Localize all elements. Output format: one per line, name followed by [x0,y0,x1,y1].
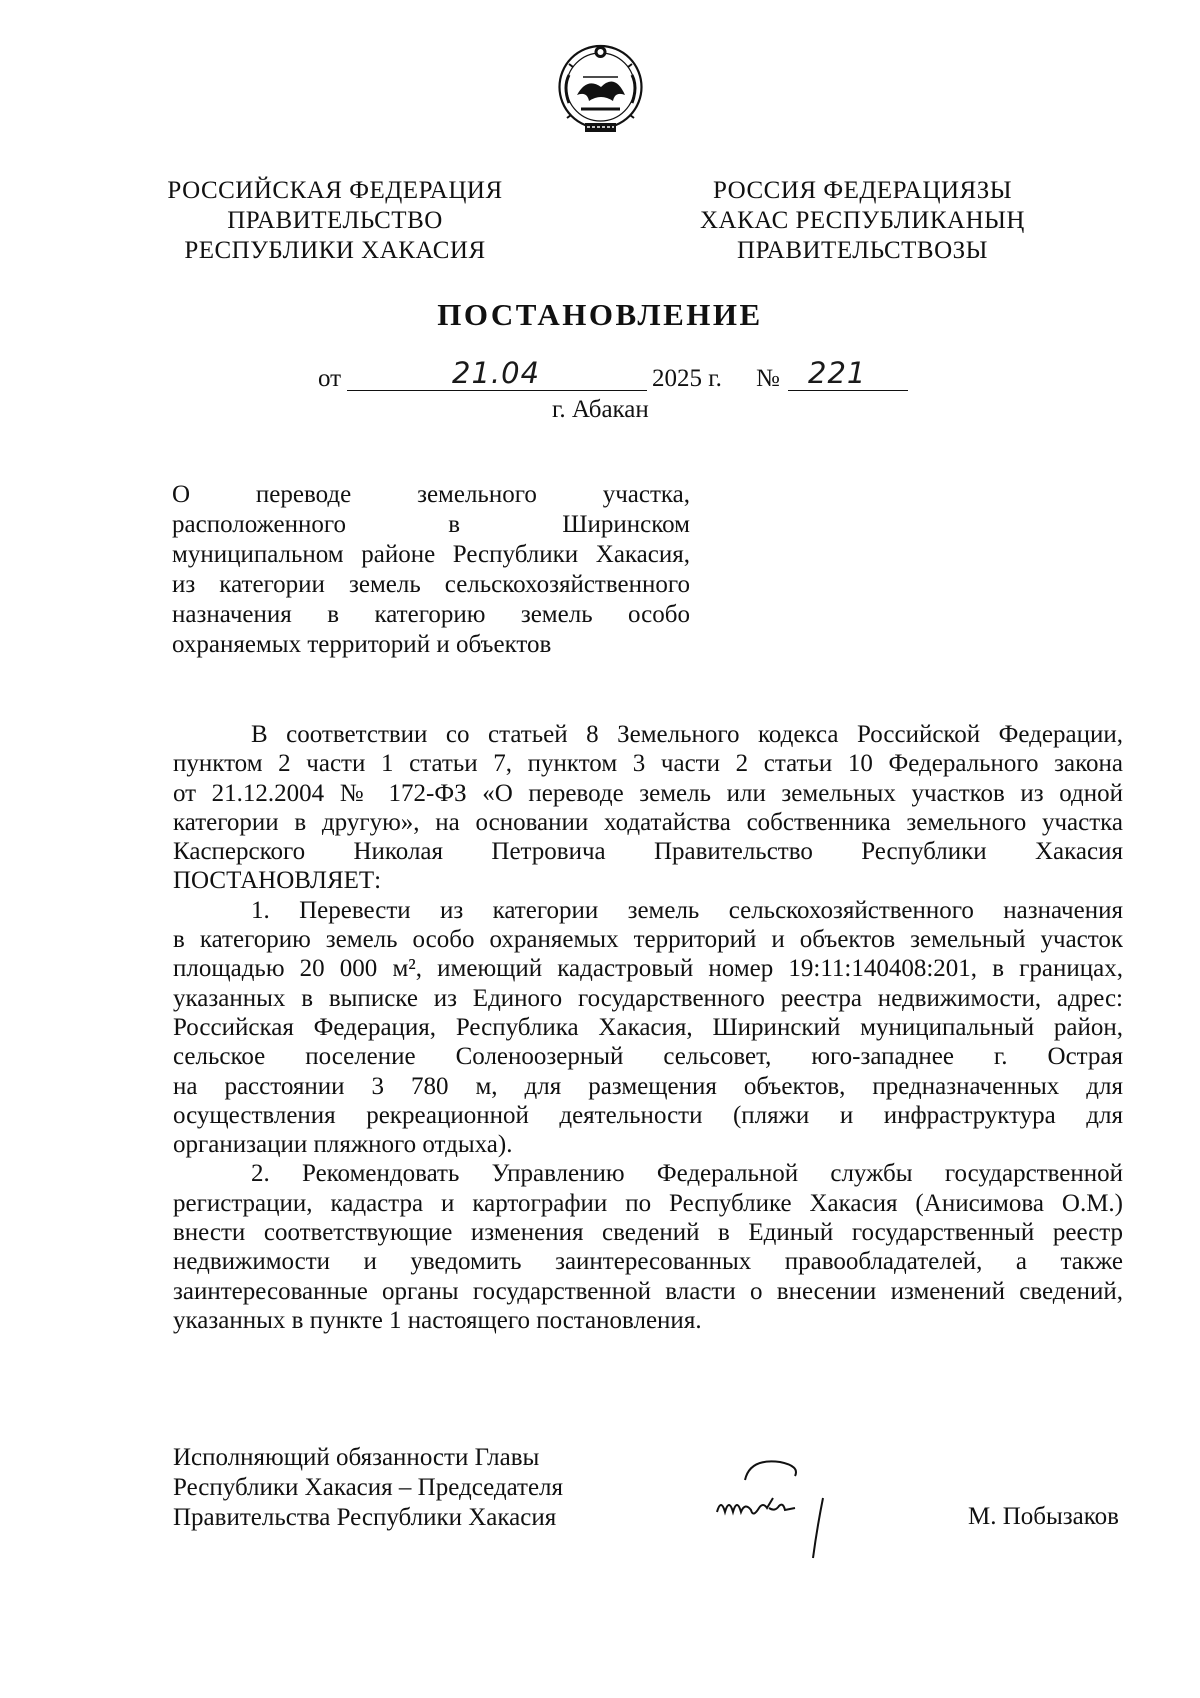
body-line: площадью 20 000 м², имеющий кадастровый номер 19:11:140408:201, в границах, [173,955,1123,983]
header-left-line: ПРАВИТЕЛЬСТВО [227,207,443,234]
body-line: ПОСТАНОВЛЯЕТ: [173,867,382,895]
signature-position-line: Исполняющий обязанности Главы [173,1444,540,1471]
header-right-line: ХАКАС РЕСПУБЛИКАНЫҢ [699,207,1025,234]
body-line: сельское поселение Соленоозерный сельсовет, юго-западнее г. Острая [173,1043,1123,1071]
body-line: на расстоянии 3 780 м, для размещения объектов, предназначенных для [173,1072,1123,1100]
signer-name: М. Побызаков [968,1503,1119,1530]
subject-line: муниципальном районе Республики Хакасия, [172,541,690,568]
coat-of-arms-emblem [555,37,646,138]
subject-line: расположенного в Ширинском [172,511,690,538]
body-line: указанных в пункте 1 настоящего постановления. [173,1306,702,1334]
signature-position-line: Республики Хакасия – Председателя [173,1474,564,1501]
document-title: ПОСТАНОВЛЕНИЕ [437,297,763,332]
subject-line: из категории земель сельскохозяйственного [172,571,690,598]
document-body [173,720,1123,1335]
city-label: г. Абакан [552,396,649,423]
body-line: в категорию земель особо охраняемых территорий и объектов земельный участок [173,926,1123,954]
body-line: регистрации, кадастра и картографии по Республике Хакасия (Анисимова О.М.) [173,1189,1123,1217]
body-line: от 21.12.2004 № 172-ФЗ «О переводе земель или земельных участков из одной [173,779,1123,807]
header-right-line: ПРАВИТЕЛЬСТВОЗЫ [737,237,988,264]
body-line: Российская Федерация, Республика Хакасия, Ширинский муниципальный район, [173,1013,1123,1041]
date-underline [347,390,647,391]
subject-line: назначения в категорию земель особо [172,601,690,628]
body-line: организации пляжного отдыха). [173,1131,513,1159]
body-line: пунктом 2 части 1 статьи 7, пунктом 3 части 2 статьи 10 Федерального закона [173,750,1123,778]
header-left [165,176,505,266]
body-line: осуществления рекреационной деятельности (пляжи и инфраструктура для [173,1101,1123,1129]
signature-position [173,1443,563,1533]
body-line: недвижимости и уведомить заинтересованных правообладателей, а также [173,1248,1123,1276]
date-handwritten: 21.04 [452,356,541,390]
subject-line: О переводе земельного участка, [172,481,690,508]
handwritten-signature [705,1450,865,1565]
year-label: 2025 г. [652,365,722,392]
body-line: В соответствии со статьей 8 Земельного кодекса Российской Федерации, [251,721,1123,748]
body-line: заинтересованные органы государственной власти о внесении изменений сведений, [173,1277,1123,1305]
body-line: Касперского Николая Петровича Правительство Республики Хакасия [173,838,1123,866]
body-line: 1. Перевести из категории земель сельскохозяйственного назначения [251,896,1123,924]
body-line: категории в другую», на основании ходатайства собственника земельного участка [173,808,1123,836]
signature-position-line: Правительства Республики Хакасия [173,1504,557,1531]
body-line: 2. Рекомендовать Управлению Федеральной службы государственной [251,1160,1123,1188]
number-handwritten: 221 [808,356,867,390]
number-underline [788,390,908,391]
number-prefix: № [756,365,780,392]
body-line: указанных в выписке из Единого государственного реестра недвижимости, адрес: [173,984,1123,1012]
header-left-line: РЕСПУБЛИКИ ХАКАСИЯ [184,237,486,264]
header-left-line: РОССИЙСКАЯ ФЕДЕРАЦИЯ [167,177,503,204]
body-line: внести соответствующие изменения сведений в Единый государственный реестр [173,1219,1123,1247]
document-subject [172,480,690,660]
date-prefix: от [318,365,342,392]
header-right-line: РОССИЯ ФЕДЕРАЦИЯЗЫ [712,177,1013,204]
header-right [690,176,1035,266]
subject-line: охраняемых территорий и объектов [172,631,552,658]
